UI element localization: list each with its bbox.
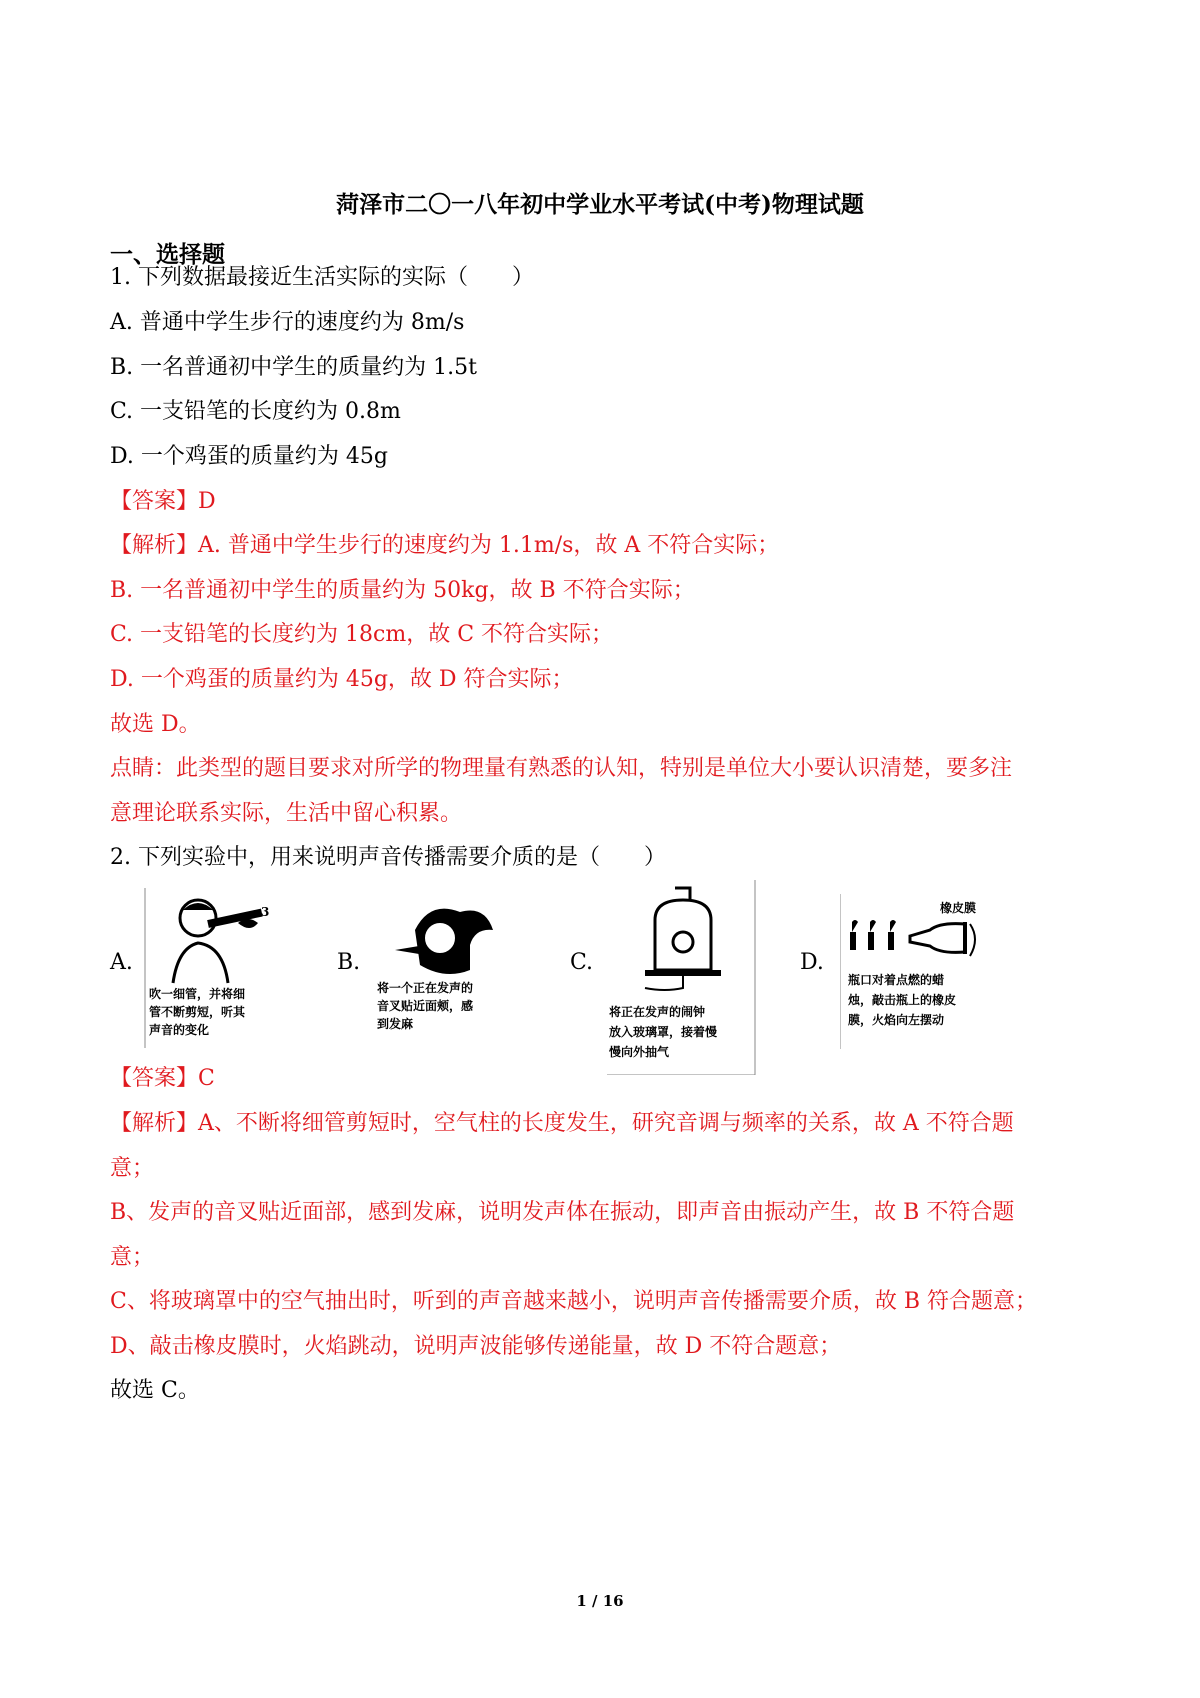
q1-conclusion: 故选 D。: [110, 712, 201, 737]
q2-figure-b-label: B.: [337, 950, 361, 975]
q2-figure-b-caption-line: 到发麻: [377, 1017, 414, 1031]
q1-stem: 1. 下列数据最接近生活实际的实际（ ）: [110, 265, 534, 290]
q2-analysis-line: 意；: [110, 1245, 155, 1270]
q2-figure-b: [375, 900, 525, 1040]
q2-figure-c-caption-line: 放入玻璃罩，接着慢: [609, 1025, 718, 1039]
q2-figure-a-caption-line: 声音的变化: [149, 1023, 210, 1037]
q1-tip-line: 意理论联系实际，生活中留心积累。: [110, 801, 463, 826]
q2-stem: 2. 下列实验中，用来说明声音传播需要介质的是（ ）: [110, 845, 666, 870]
q2-figure-c-caption-line: 慢向外抽气: [609, 1045, 670, 1059]
section-heading: 一、选择题: [110, 241, 225, 268]
q2-answer: 【答案】C: [110, 1066, 215, 1091]
candle-bottle-illustration: [840, 894, 1000, 1054]
q2-figure-a: [143, 888, 288, 1048]
q1-answer: 【答案】D: [110, 489, 216, 514]
q1-option-d: D. 一个鸡蛋的质量约为 45g: [110, 444, 388, 469]
bell-jar-illustration: [605, 880, 760, 1075]
tube-blowing-illustration: [143, 888, 288, 1048]
q2-figure-d-caption-line: 膜，火焰向左摆动: [848, 1013, 945, 1027]
q2-analysis-line: 【解析】A、不断将细管剪短时，空气柱的长度发生，研究音调与频率的关系，故 A 不符合题: [110, 1111, 1014, 1136]
q2-figure-c-label: C.: [570, 950, 594, 975]
tuning-fork-face-illustration: [375, 900, 525, 1040]
document-title: 菏泽市二〇一八年初中学业水平考试(中考)物理试题: [336, 191, 864, 218]
q2-figure-d-caption-line: 烛，敲击瓶上的橡皮: [848, 993, 957, 1007]
q2-analysis-line: C、将玻璃罩中的空气抽出时，听到的声音越来越小，说明声音传播需要介质，故 B 符合题意；: [110, 1289, 1037, 1314]
q2-analysis-line: B、发声的音叉贴近面部，感到发麻，说明发声体在振动，即声音由振动产生，故 B 不符合题: [110, 1200, 1015, 1225]
q1-option-a: A. 普通中学生步行的速度约为 8m/s: [110, 310, 465, 335]
q2-figure-d-caption-line: 瓶口对着点燃的蜡: [848, 973, 945, 987]
q2-figure-a-label: A.: [110, 950, 133, 975]
q2-analysis-line: 意；: [110, 1156, 155, 1181]
q2-figure-a-caption-line: 吹一细管，并将细: [149, 987, 246, 1001]
q1-analysis-line: C. 一支铅笔的长度约为 18cm，故 C 不符合实际；: [110, 622, 614, 647]
q2-figure-d: [840, 901, 1000, 1122]
q1-tip-line: 点睛：此类型的题目要求对所学的物理量有熟悉的认知，特别是单位大小要认识清楚，要多注: [110, 756, 1013, 781]
q2-figure-a-caption-line: 管不断剪短，听其: [149, 1005, 246, 1019]
q2-conclusion: 故选 C。: [110, 1378, 200, 1403]
q2-figure-c-caption-line: 将正在发声的闹钟: [609, 1005, 706, 1019]
svg-text:3: 3: [261, 905, 270, 919]
page-number: 1 / 16: [576, 1592, 624, 1610]
q1-option-c: C. 一支铅笔的长度约为 0.8m: [110, 399, 401, 424]
q1-analysis-line: D. 一个鸡蛋的质量约为 45g，故 D 符合实际；: [110, 667, 574, 692]
q2-analysis-line: D、敲击橡皮膜时，火焰跳动，说明声波能够传递能量，故 D 不符合题意；: [110, 1334, 842, 1359]
q2-figure-d-label: D.: [800, 950, 824, 975]
q1-analysis-line: 【解析】A. 普通中学生步行的速度约为 1.1m/s，故 A 不符合实际；: [110, 533, 780, 558]
q2-figure-b-caption-line: 音叉贴近面颊，感: [377, 999, 474, 1013]
q1-option-b: B. 一名普通初中学生的质量约为 1.5t: [110, 355, 477, 380]
q2-figure-b-caption-line: 将一个正在发声的: [377, 981, 474, 995]
q1-analysis-line: B. 一名普通初中学生的质量约为 50kg，故 B 不符合实际；: [110, 578, 695, 603]
q2-figure-d-heading: 橡皮膜: [940, 901, 977, 915]
